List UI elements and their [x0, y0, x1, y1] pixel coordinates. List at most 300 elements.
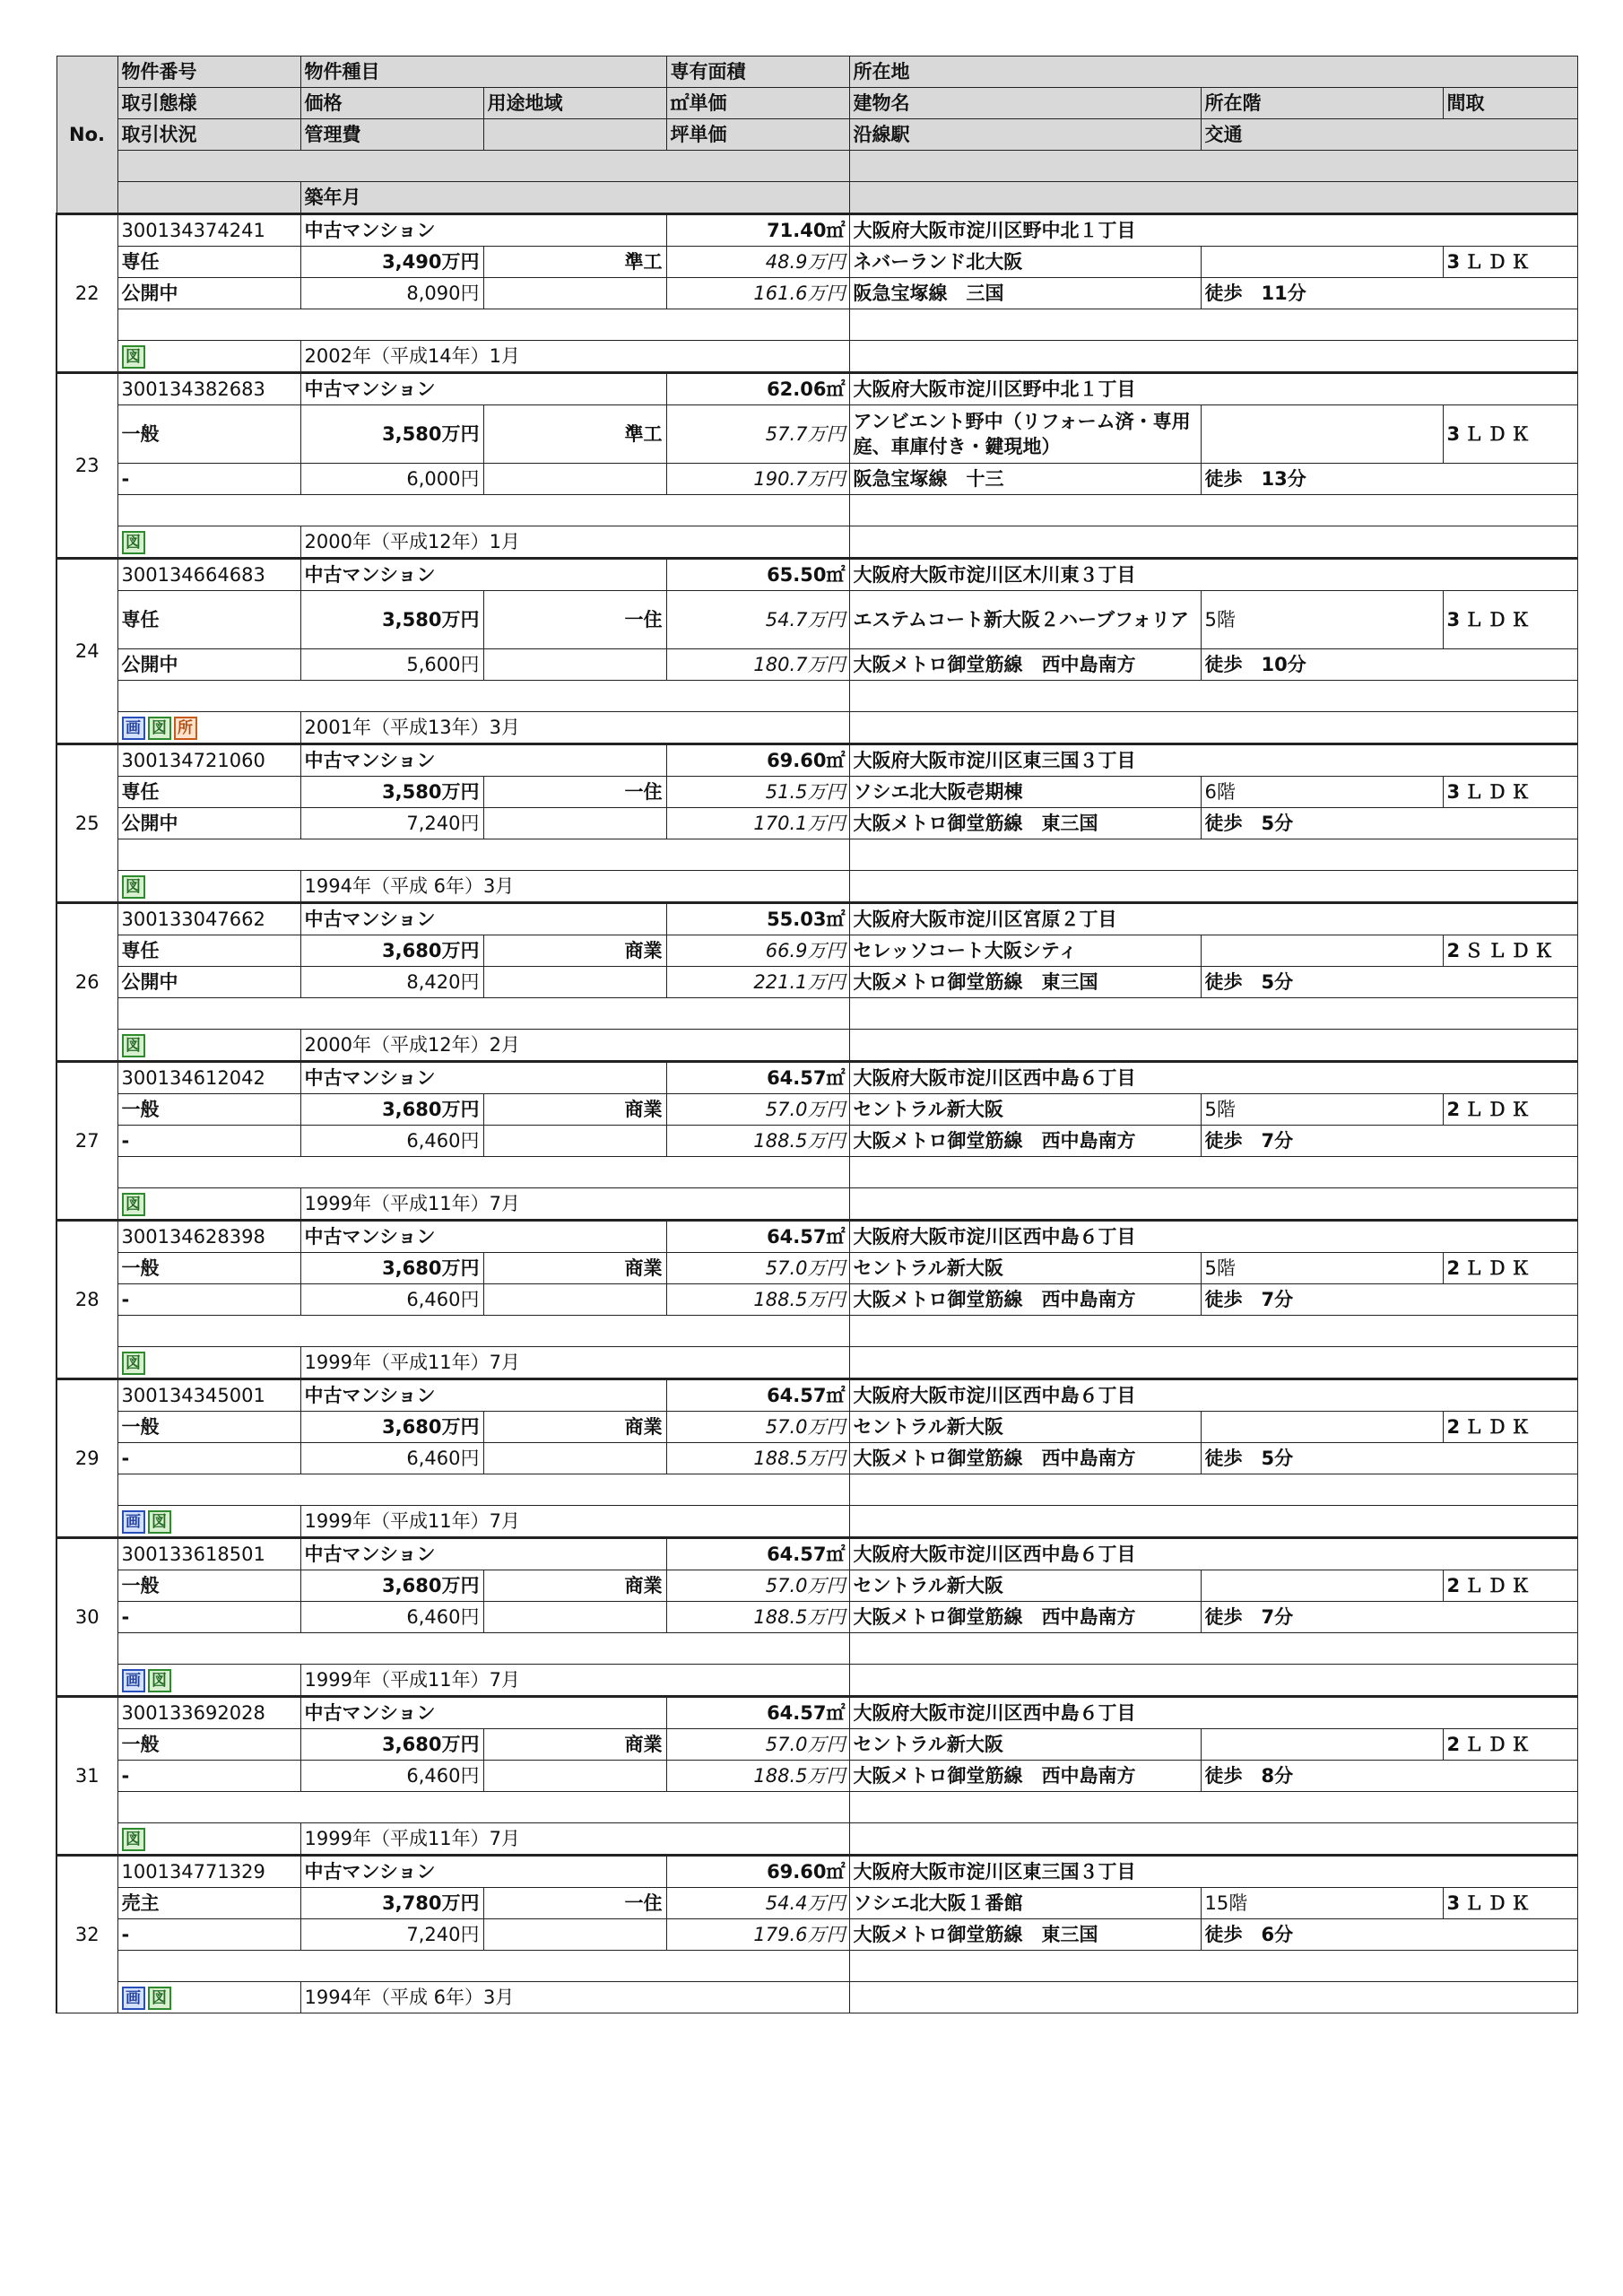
listing-tsubo: 188.5万円: [666, 1443, 849, 1474]
listing-row-built: [56, 526, 1577, 559]
listing-empty: [117, 495, 849, 526]
listing-empty-right: [849, 1474, 1577, 1506]
listing-built-right: [849, 1665, 1577, 1697]
listing-empty: [117, 1633, 849, 1665]
listing-empty: [117, 1157, 849, 1188]
listing-floor: 5階: [1201, 1253, 1443, 1284]
listing-layout: 2ＬＤＫ: [1443, 1253, 1577, 1284]
listing-building: セントラル新大阪: [849, 1094, 1201, 1126]
listing-row-status: [56, 1761, 1577, 1792]
listing-built: 2000年（平成12年）2月: [300, 1030, 849, 1062]
listing-access: 徒歩 8分: [1201, 1761, 1577, 1792]
listing-m2price: 57.7万円: [666, 405, 849, 464]
listing-row-deal: [56, 935, 1577, 967]
listing-address: 大阪府大阪市淀川区木川東３丁目: [849, 559, 1577, 591]
listing-empty-right: [849, 1951, 1577, 1982]
listing-icons: [117, 1982, 300, 2013]
header-torihiki-taiyo: 取引態様: [117, 88, 300, 119]
listing-id[interactable]: 100134771329: [117, 1856, 300, 1888]
listing-access: 徒歩 5分: [1201, 967, 1577, 998]
listing-built-right: [849, 1347, 1577, 1379]
header-bukken-shumoku: 物件種目: [300, 57, 666, 88]
header-kotsu: 交通: [1201, 119, 1577, 151]
listing-built: 1999年（平成11年）7月: [300, 1347, 849, 1379]
listing-status: 公開中: [117, 967, 300, 998]
listing-row-built: [56, 1823, 1577, 1856]
listing-icons: [117, 526, 300, 559]
header-madori: 間取: [1443, 88, 1577, 119]
listing-access: 徒歩 7分: [1201, 1602, 1577, 1633]
listing-blank: [483, 1443, 666, 1474]
listing-price: 3,780万円: [300, 1888, 483, 1919]
listing-empty-right: [849, 998, 1577, 1030]
listing-zone: 一住: [483, 1888, 666, 1919]
listing-row-empty: [56, 998, 1577, 1030]
listing-icons: [117, 871, 300, 903]
listing-m2price: 48.9万円: [666, 247, 849, 278]
listing-built: 1999年（平成11年）7月: [300, 1188, 849, 1221]
listing-price: 3,680万円: [300, 1094, 483, 1126]
listing-empty: [117, 1474, 849, 1506]
header-no: No.: [56, 57, 117, 214]
listing-floor: 5階: [1201, 1094, 1443, 1126]
floorplan-icon[interactable]: 図: [122, 1193, 145, 1216]
listing-deal: 一般: [117, 1094, 300, 1126]
listing-row-deal: [56, 1570, 1577, 1602]
header-senyu-menseki: 専有面積: [666, 57, 849, 88]
floorplan-icon[interactable]: 図: [122, 1034, 145, 1057]
listing-tsubo: 188.5万円: [666, 1761, 849, 1792]
listing-building: セントラル新大阪: [849, 1412, 1201, 1443]
listing-row-status: [56, 1443, 1577, 1474]
listing-built-right: [849, 871, 1577, 903]
listing-empty: [117, 839, 849, 871]
listing-icons: [117, 1188, 300, 1221]
listing-fee: 8,420円: [300, 967, 483, 998]
listing-built: 2001年（平成13年）3月: [300, 712, 849, 744]
listing-zone: 一住: [483, 777, 666, 808]
listing-type: 中古マンション: [300, 1697, 666, 1729]
listing-no: 24: [56, 559, 117, 744]
listing-area: 64.57㎡: [666, 1697, 849, 1729]
listing-row-deal: [56, 591, 1577, 649]
listing-station: 大阪メトロ御堂筋線 西中島南方: [849, 1761, 1201, 1792]
listing-area: 64.57㎡: [666, 1538, 849, 1570]
listing-row: [56, 744, 1577, 777]
listing-row-built: [56, 341, 1577, 373]
listing-type: 中古マンション: [300, 1856, 666, 1888]
listing-zone: 準工: [483, 247, 666, 278]
listing-m2price: 57.0万円: [666, 1253, 849, 1284]
listing-deal: 一般: [117, 1729, 300, 1761]
listing-empty: [117, 681, 849, 712]
listing-type: 中古マンション: [300, 744, 666, 777]
header-chikunen: 築年月: [300, 182, 849, 214]
listing-row-built: [56, 1030, 1577, 1062]
listing-built-right: [849, 1188, 1577, 1221]
listing-blank: [483, 1126, 666, 1157]
listing-row-empty: [56, 681, 1577, 712]
listing-station: 大阪メトロ御堂筋線 西中島南方: [849, 1602, 1201, 1633]
listing-price: 3,680万円: [300, 1729, 483, 1761]
header-ensen-eki: 沿線駅: [849, 119, 1201, 151]
listing-row: [56, 373, 1577, 405]
listing-access: 徒歩 13分: [1201, 464, 1577, 495]
listing-status: 公開中: [117, 278, 300, 309]
listing-row: [56, 903, 1577, 935]
photo-icon[interactable]: 画: [122, 717, 145, 740]
listing-address: 大阪府大阪市淀川区西中島６丁目: [849, 1697, 1577, 1729]
listing-row: [56, 1856, 1577, 1888]
listing-status: -: [117, 1761, 300, 1792]
listing-row-status: [56, 649, 1577, 681]
header-kanrihi: 管理費: [300, 119, 483, 151]
listing-row: [56, 1379, 1577, 1412]
listing-status: -: [117, 464, 300, 495]
listing-tsubo: 190.7万円: [666, 464, 849, 495]
listing-building: エステムコート新大阪２ハーブフォリア: [849, 591, 1201, 649]
listing-price: 3,490万円: [300, 247, 483, 278]
listing-station: 大阪メトロ御堂筋線 西中島南方: [849, 649, 1201, 681]
listing-blank: [483, 808, 666, 839]
listing-built-right: [849, 1506, 1577, 1538]
photo-icon[interactable]: 画: [122, 1510, 145, 1534]
listing-address: 大阪府大阪市淀川区東三国３丁目: [849, 1856, 1577, 1888]
listing-no: 30: [56, 1538, 117, 1697]
listing-id[interactable]: 300134628398: [117, 1221, 300, 1253]
listing-floor: [1201, 405, 1443, 464]
listing-address: 大阪府大阪市淀川区西中島６丁目: [849, 1221, 1577, 1253]
floorplan-icon[interactable]: 図: [148, 1510, 171, 1534]
listing-built-right: [849, 1030, 1577, 1062]
listing-access: 徒歩 5分: [1201, 808, 1577, 839]
listing-built-right: [849, 1823, 1577, 1856]
listing-station: 大阪メトロ御堂筋線 東三国: [849, 1919, 1201, 1951]
listing-row-deal: [56, 247, 1577, 278]
listing-icons: [117, 1823, 300, 1856]
listing-floor: 6階: [1201, 777, 1443, 808]
listing-no: 26: [56, 903, 117, 1062]
listing-access: 徒歩 11分: [1201, 278, 1577, 309]
listing-blank: [483, 1761, 666, 1792]
listing-fee: 6,460円: [300, 1126, 483, 1157]
listing-fee: 8,090円: [300, 278, 483, 309]
listing-area: 64.57㎡: [666, 1062, 849, 1094]
listing-zone: 商業: [483, 1253, 666, 1284]
listing-type: 中古マンション: [300, 1538, 666, 1570]
listing-status: 公開中: [117, 808, 300, 839]
listing-row: [56, 559, 1577, 591]
listing-fee: 6,000円: [300, 464, 483, 495]
listing-empty-right: [849, 1157, 1577, 1188]
listing-row-built: [56, 1665, 1577, 1697]
listing-empty-right: [849, 1316, 1577, 1347]
listing-layout: 3ＬＤＫ: [1443, 405, 1577, 464]
listing-building: ネバーランド北大阪: [849, 247, 1201, 278]
listing-floor: [1201, 935, 1443, 967]
listing-m2price: 57.0万円: [666, 1412, 849, 1443]
floorplan-icon[interactable]: 図: [148, 1669, 171, 1692]
header-blank: [483, 119, 666, 151]
listing-no: 32: [56, 1856, 117, 2013]
listing-floor: [1201, 1729, 1443, 1761]
listing-m2price: 66.9万円: [666, 935, 849, 967]
listing-building: セントラル新大阪: [849, 1570, 1201, 1602]
floorplan-icon[interactable]: 図: [122, 531, 145, 554]
listing-fee: 6,460円: [300, 1284, 483, 1316]
listing-id[interactable]: 300133692028: [117, 1697, 300, 1729]
header-shozai-kai: 所在階: [1201, 88, 1443, 119]
listing-row-empty: [56, 1633, 1577, 1665]
listing-deal: 一般: [117, 1253, 300, 1284]
listing-tsubo: 221.1万円: [666, 967, 849, 998]
listing-address: 大阪府大阪市淀川区東三国３丁目: [849, 744, 1577, 777]
listing-row-empty: [56, 1474, 1577, 1506]
listing-layout: 2ＬＤＫ: [1443, 1729, 1577, 1761]
listing-id[interactable]: 300133047662: [117, 903, 300, 935]
listing-empty: [117, 998, 849, 1030]
listing-id[interactable]: 300134345001: [117, 1379, 300, 1412]
header-empty-cell-right: [849, 182, 1577, 214]
header-tatemono-mei: 建物名: [849, 88, 1201, 119]
listing-row-empty: [56, 839, 1577, 871]
listing-layout: 2ＬＤＫ: [1443, 1094, 1577, 1126]
listing-tsubo: 188.5万円: [666, 1284, 849, 1316]
listing-row: [56, 1221, 1577, 1253]
listing-empty-right: [849, 309, 1577, 341]
listing-no: 29: [56, 1379, 117, 1538]
listing-status: -: [117, 1126, 300, 1157]
listing-deal: 一般: [117, 1412, 300, 1443]
listing-zone: 商業: [483, 935, 666, 967]
floorplan-icon[interactable]: 図: [122, 345, 145, 369]
listing-id[interactable]: 300134664683: [117, 559, 300, 591]
listing-row-built: [56, 1347, 1577, 1379]
listing-row-deal: [56, 1888, 1577, 1919]
floorplan-icon[interactable]: 図: [122, 1352, 145, 1375]
listing-area: 69.60㎡: [666, 1856, 849, 1888]
listing-no: 25: [56, 744, 117, 903]
listing-floor: [1201, 1570, 1443, 1602]
listing-built: 1994年（平成 6年）3月: [300, 871, 849, 903]
listing-zone: 商業: [483, 1570, 666, 1602]
listing-row-built: [56, 1506, 1577, 1538]
listing-price: 3,680万円: [300, 1412, 483, 1443]
listing-blank: [483, 1284, 666, 1316]
listing-deal: 専任: [117, 777, 300, 808]
listing-row-status: [56, 1126, 1577, 1157]
listing-floor: 15階: [1201, 1888, 1443, 1919]
listing-price: 3,580万円: [300, 591, 483, 649]
listing-row: [56, 1697, 1577, 1729]
listing-built-right: [849, 712, 1577, 744]
listing-fee: 6,460円: [300, 1761, 483, 1792]
listing-empty-right: [849, 1633, 1577, 1665]
listing-deal: 専任: [117, 591, 300, 649]
listing-building: セントラル新大阪: [849, 1253, 1201, 1284]
photo-icon[interactable]: 画: [122, 1669, 145, 1692]
listing-station: 大阪メトロ御堂筋線 西中島南方: [849, 1443, 1201, 1474]
listing-row-status: [56, 278, 1577, 309]
listing-area: 65.50㎡: [666, 559, 849, 591]
listing-m2price: 57.0万円: [666, 1094, 849, 1126]
listing-m2price: 54.4万円: [666, 1888, 849, 1919]
listing-area: 69.60㎡: [666, 744, 849, 777]
listing-row-built: [56, 712, 1577, 744]
listing-m2price: 57.0万円: [666, 1729, 849, 1761]
listing-tsubo: 161.6万円: [666, 278, 849, 309]
listing-row-status: [56, 464, 1577, 495]
listing-row-status: [56, 1284, 1577, 1316]
listing-address: 大阪府大阪市淀川区西中島６丁目: [849, 1538, 1577, 1570]
listing-zone: 商業: [483, 1412, 666, 1443]
listing-empty-right: [849, 839, 1577, 871]
listing-blank: [483, 1602, 666, 1633]
listing-building: セントラル新大阪: [849, 1729, 1201, 1761]
listing-row-built: [56, 1982, 1577, 2013]
listing-access: 徒歩 6分: [1201, 1919, 1577, 1951]
photo-icon[interactable]: 画: [122, 1987, 145, 2010]
listing-row-deal: [56, 405, 1577, 464]
header-bukken-bango: 物件番号: [117, 57, 300, 88]
listing-zone: 一住: [483, 591, 666, 649]
listing-building: ソシエ北大阪１番館: [849, 1888, 1201, 1919]
listing-built: 2002年（平成14年）1月: [300, 341, 849, 373]
listing-access: 徒歩 7分: [1201, 1126, 1577, 1157]
listing-no: 22: [56, 214, 117, 373]
listing-station: 阪急宝塚線 三国: [849, 278, 1201, 309]
listing-zone: 準工: [483, 405, 666, 464]
listing-blank: [483, 649, 666, 681]
listing-row-deal: [56, 777, 1577, 808]
listing-empty-right: [849, 495, 1577, 526]
header-empty-row-right: [849, 151, 1577, 182]
listing-icons: [117, 1030, 300, 1062]
listing-icons: [117, 1506, 300, 1538]
listing-empty: [117, 1792, 849, 1823]
listing-deal: 一般: [117, 1570, 300, 1602]
listing-type: 中古マンション: [300, 214, 666, 247]
listing-id[interactable]: 300134721060: [117, 744, 300, 777]
listing-id[interactable]: 300134382683: [117, 373, 300, 405]
header-kakaku: 価格: [300, 88, 483, 119]
listing-tsubo: 188.5万円: [666, 1126, 849, 1157]
listing-type: 中古マンション: [300, 903, 666, 935]
listing-type: 中古マンション: [300, 1221, 666, 1253]
listing-deal: 一般: [117, 405, 300, 464]
listing-tsubo: 170.1万円: [666, 808, 849, 839]
listing-address: 大阪府大阪市淀川区西中島６丁目: [849, 1379, 1577, 1412]
listing-layout: 3ＬＤＫ: [1443, 591, 1577, 649]
listing-address: 大阪府大阪市淀川区西中島６丁目: [849, 1062, 1577, 1094]
listing-station: 大阪メトロ御堂筋線 西中島南方: [849, 1284, 1201, 1316]
listing-fee: 6,460円: [300, 1443, 483, 1474]
listing-access: 徒歩 5分: [1201, 1443, 1577, 1474]
listing-layout: 3ＬＤＫ: [1443, 247, 1577, 278]
listing-building: ソシエ北大阪壱期棟: [849, 777, 1201, 808]
listing-fee: 6,460円: [300, 1602, 483, 1633]
listing-row-deal: [56, 1729, 1577, 1761]
listing-area: 64.57㎡: [666, 1221, 849, 1253]
listing-empty-right: [849, 681, 1577, 712]
listing-built-right: [849, 526, 1577, 559]
listing-row-empty: [56, 495, 1577, 526]
listing-id[interactable]: 300133618501: [117, 1538, 300, 1570]
listing-zone: 商業: [483, 1729, 666, 1761]
listing-empty: [117, 1316, 849, 1347]
listing-m2price: 57.0万円: [666, 1570, 849, 1602]
listing-type: 中古マンション: [300, 1062, 666, 1094]
floorplan-icon[interactable]: 図: [122, 1828, 145, 1851]
listing-zone: 商業: [483, 1094, 666, 1126]
listing-fee: 7,240円: [300, 808, 483, 839]
listing-row-deal: [56, 1094, 1577, 1126]
listing-row-empty: [56, 1792, 1577, 1823]
floorplan-icon[interactable]: 図: [148, 717, 171, 740]
listing-no: 23: [56, 373, 117, 559]
listing-building: セレッソコート大阪シティ: [849, 935, 1201, 967]
listing-icons: [117, 1347, 300, 1379]
listing-row: [56, 1062, 1577, 1094]
listing-blank: [483, 278, 666, 309]
listing-no: 31: [56, 1697, 117, 1856]
listing-built: 2000年（平成12年）1月: [300, 526, 849, 559]
floorplan-icon[interactable]: 図: [148, 1987, 171, 2010]
listing-empty: [117, 1951, 849, 1982]
listing-tsubo: 179.6万円: [666, 1919, 849, 1951]
listing-row-built: [56, 871, 1577, 903]
listing-address: 大阪府大阪市淀川区野中北１丁目: [849, 373, 1577, 405]
listing-no: 28: [56, 1221, 117, 1379]
listing-row-empty: [56, 1316, 1577, 1347]
listing-station: 阪急宝塚線 十三: [849, 464, 1201, 495]
listing-deal: 売主: [117, 1888, 300, 1919]
listing-built: 1999年（平成11年）7月: [300, 1506, 849, 1538]
listing-body: [56, 214, 1577, 2013]
listing-tsubo: 188.5万円: [666, 1602, 849, 1633]
listing-blank: [483, 1919, 666, 1951]
listing-row-deal: [56, 1253, 1577, 1284]
location-icon[interactable]: 所: [174, 717, 197, 740]
listing-building: アンビエント野中（リフォーム済・専用庭、車庫付き・鍵現地）: [849, 405, 1201, 464]
listing-layout: 2ＬＤＫ: [1443, 1412, 1577, 1443]
listing-address: 大阪府大阪市淀川区宮原２丁目: [849, 903, 1577, 935]
listing-price: 3,580万円: [300, 777, 483, 808]
listing-status: 公開中: [117, 649, 300, 681]
listing-row-empty: [56, 1951, 1577, 1982]
listing-built: 1999年（平成11年）7月: [300, 1823, 849, 1856]
listing-price: 3,580万円: [300, 405, 483, 464]
listing-floor: [1201, 247, 1443, 278]
listing-built-right: [849, 1982, 1577, 2013]
listing-id[interactable]: 300134612042: [117, 1062, 300, 1094]
floorplan-icon[interactable]: 図: [122, 875, 145, 899]
listing-station: 大阪メトロ御堂筋線 東三国: [849, 967, 1201, 998]
listing-layout: 3ＬＤＫ: [1443, 1888, 1577, 1919]
listing-row-status: [56, 1602, 1577, 1633]
listing-row-empty: [56, 309, 1577, 341]
listing-price: 3,680万円: [300, 1253, 483, 1284]
header-yoto-chiiki: 用途地域: [483, 88, 666, 119]
header-torihiki-jokyo: 取引状況: [117, 119, 300, 151]
listing-id[interactable]: 300134374241: [117, 214, 300, 247]
listing-price: 3,680万円: [300, 1570, 483, 1602]
listing-floor: 5階: [1201, 591, 1443, 649]
listing-row-status: [56, 967, 1577, 998]
listing-type: 中古マンション: [300, 559, 666, 591]
listing-row-built: [56, 1188, 1577, 1221]
listing-type: 中古マンション: [300, 373, 666, 405]
